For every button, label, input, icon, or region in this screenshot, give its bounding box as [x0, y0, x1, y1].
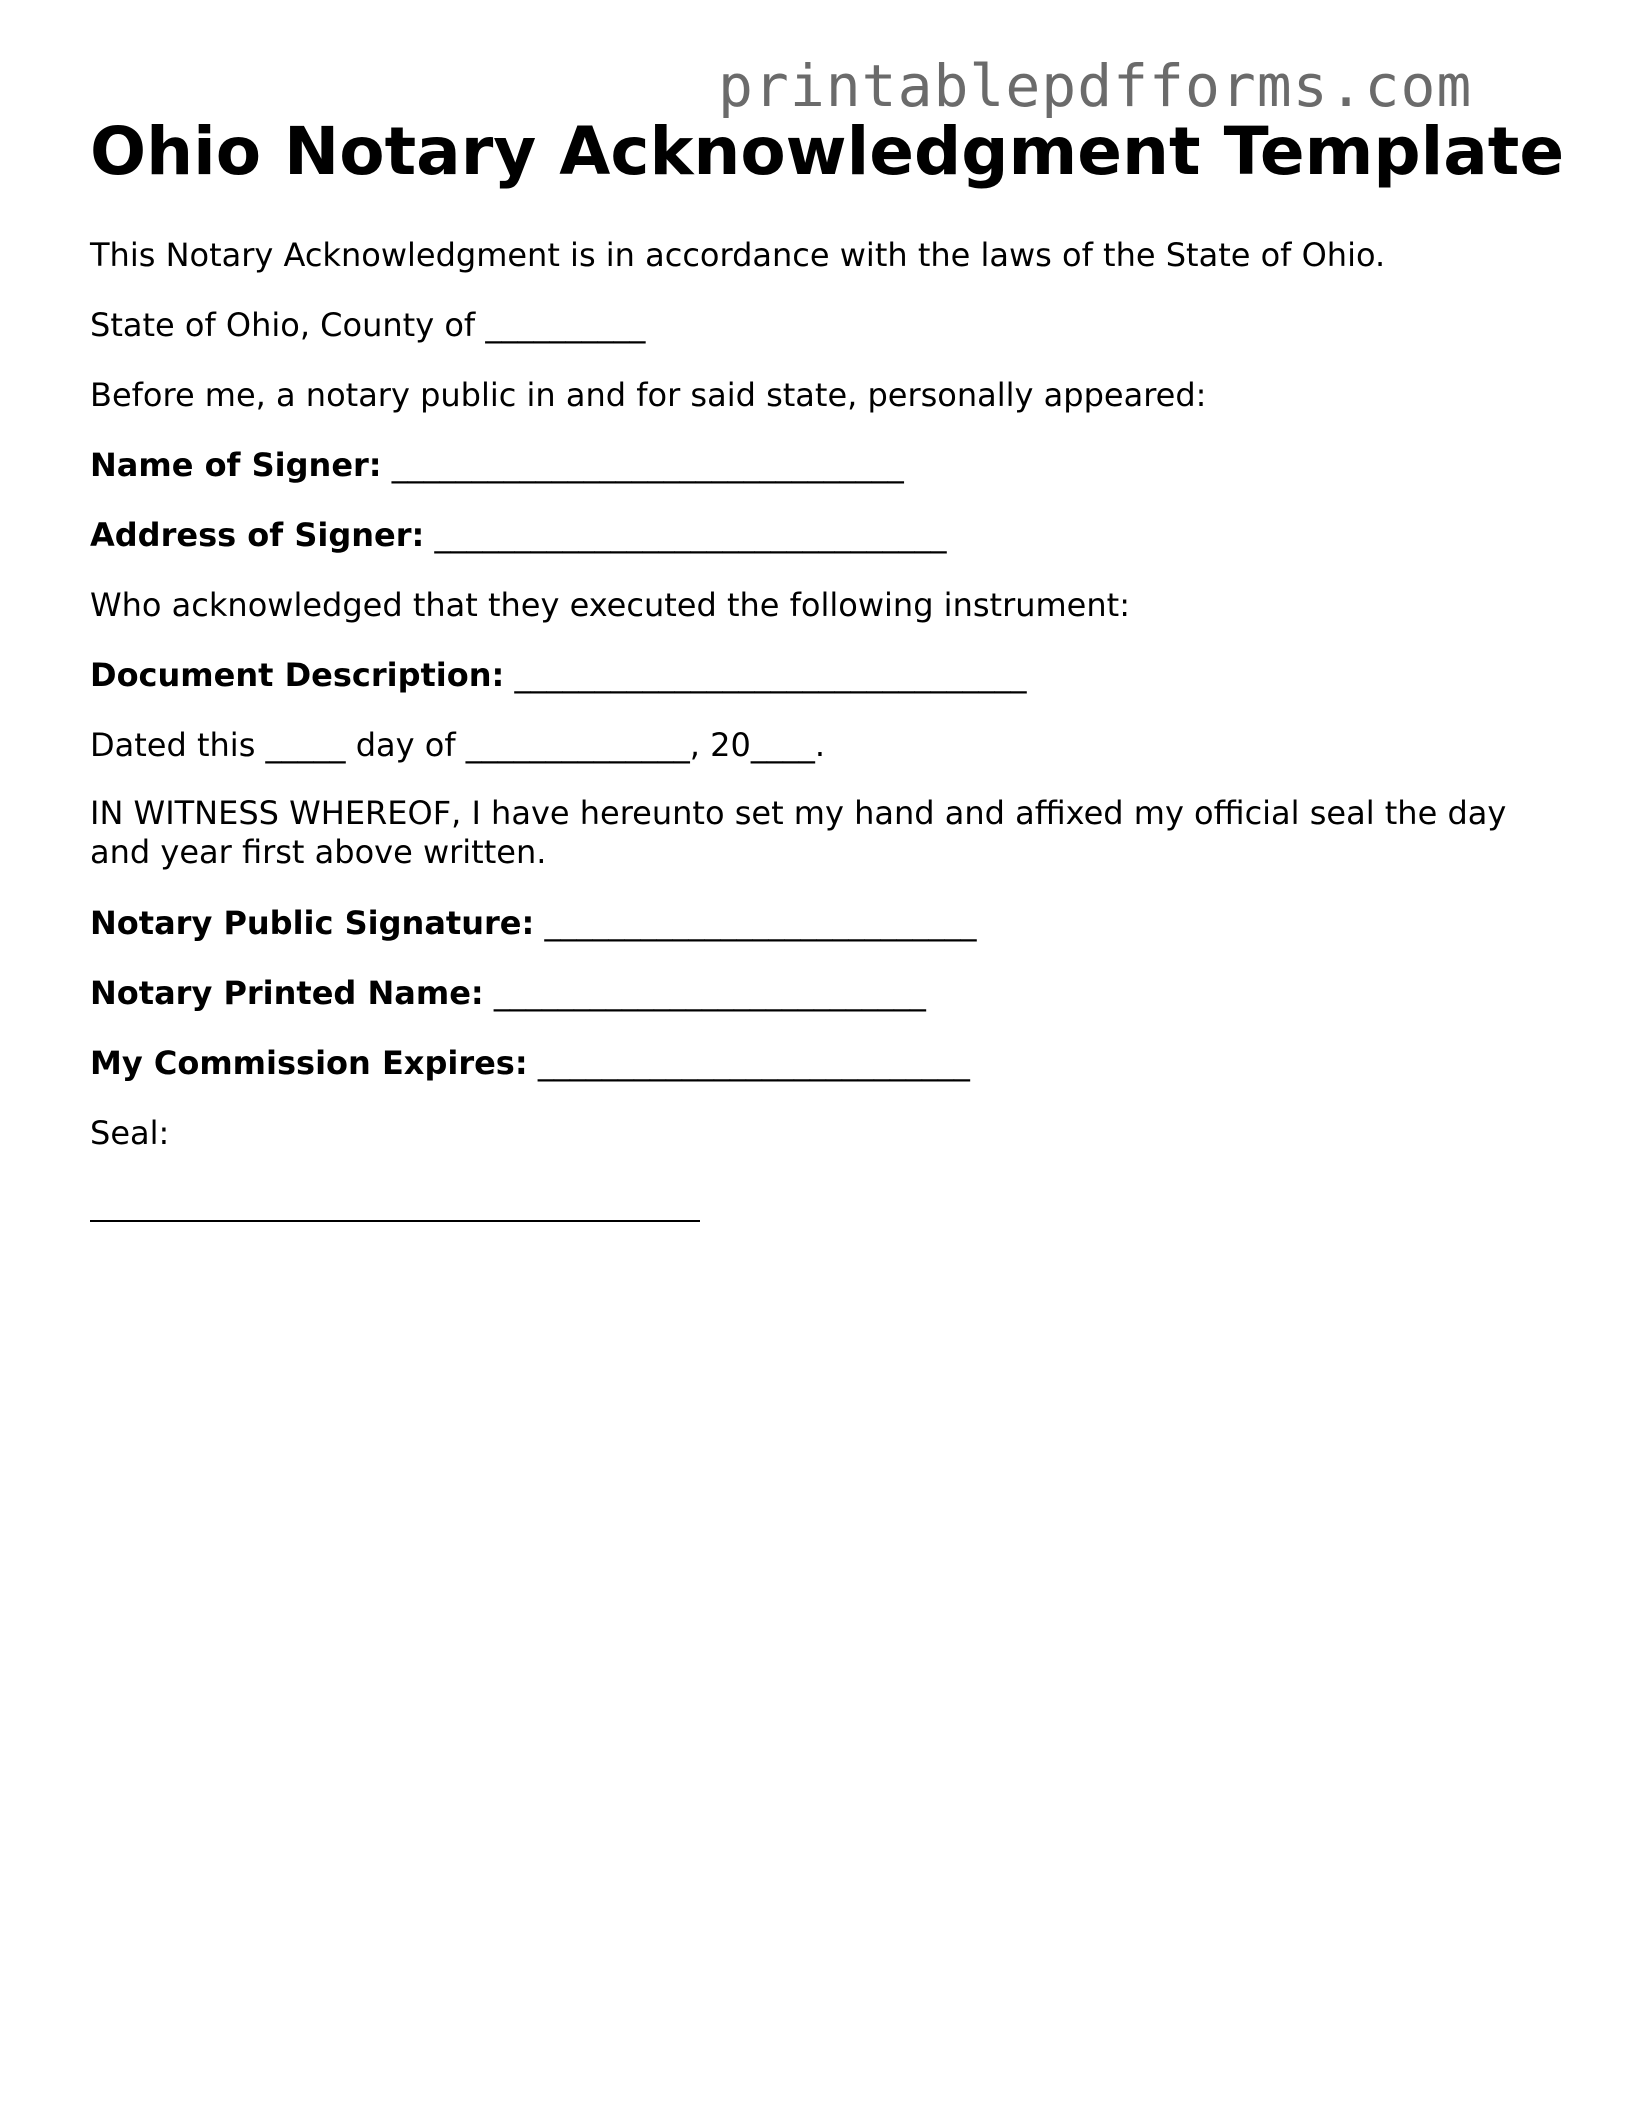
watermark-logo: printablepdfforms.com — [718, 52, 1473, 120]
signer-address-field — [90, 516, 947, 555]
signer-name-label: Name of Signer: — [90, 446, 382, 484]
notary-name-label: Notary Printed Name: — [90, 974, 484, 1012]
appeared-text: Before me, a notary public in and for said state, personally appeared: — [90, 376, 1207, 414]
document-description-label: Document Description: — [90, 656, 505, 694]
notary-name-field — [90, 974, 926, 1013]
seal-signature-line[interactable] — [90, 1220, 700, 1222]
commission-field — [90, 1044, 970, 1083]
witness-text: IN WITNESS WHEREOF, I have hereunto set my hand and affixed my official seal the day and year first above written. — [90, 794, 1507, 871]
notary-signature-label: Notary Public Signature: — [90, 904, 535, 942]
document-description-blank[interactable]: ________________________________ — [514, 656, 1027, 694]
dated-line: Dated this _____ day of ______________, 20____. — [90, 726, 825, 764]
acknowledged-text: Who acknowledged that they executed the following instrument: — [90, 586, 1130, 624]
venue-line: State of Ohio, County of __________ — [90, 306, 646, 344]
signer-address-blank[interactable]: ________________________________ — [434, 516, 947, 554]
intro-text: This Notary Acknowledgment is in accordance with the laws of the State of Ohio. — [90, 236, 1386, 274]
notary-signature-blank[interactable]: ___________________________ — [544, 904, 977, 942]
signer-name-blank[interactable]: ________________________________ — [391, 446, 904, 484]
signer-name-field — [90, 446, 904, 485]
document-description-field — [90, 656, 1027, 695]
commission-label: My Commission Expires: — [90, 1044, 528, 1082]
seal-label: Seal: — [90, 1114, 170, 1152]
notary-name-blank[interactable]: ___________________________ — [493, 974, 926, 1012]
commission-blank[interactable]: ___________________________ — [537, 1044, 970, 1082]
page-title: Ohio Notary Acknowledgment Template — [90, 113, 1565, 190]
notary-signature-field — [90, 904, 976, 943]
signer-address-label: Address of Signer: — [90, 516, 425, 554]
